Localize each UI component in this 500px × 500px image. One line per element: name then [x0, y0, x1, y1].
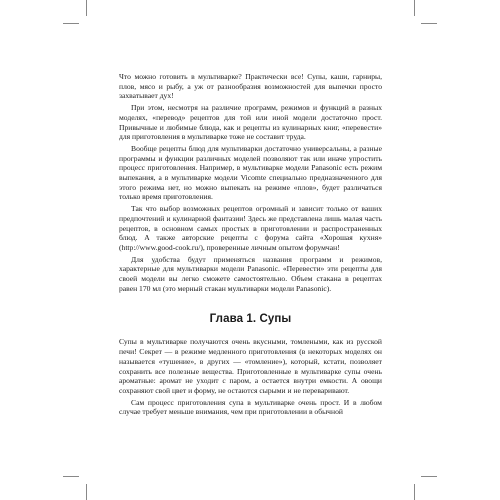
section-gap — [119, 293, 382, 313]
intro-paragraph-5: Для удобства будут применяться названия программ и режимов, характерные для мультиварки модели Panasonic. «Перевести» эти рецепты для своей модели вы легко сможете самостоятельно. Объем стакана в рецептах равен 170 мл (это мерный стакан мультиварки модели Panasonic). — [119, 254, 382, 293]
book-page — [119, 72, 382, 417]
crop-mark-top-right — [414, 0, 415, 16]
chapter-paragraph-1: Супы в мультиварке получаются очень вкусными, томлеными, как из русской печи! Секрет — в режиме медленного приготовления (в некоторых моделях он называется «тушение», в других — «томление»), который, кстати, позволяет сохранить все полезные вещества. Приготовленные в мультиварке супы очень ароматные: аромат не уходит с паром, а остается внутри емкости. А овощи сохраняют свой цвет и форму, не остаются сырыми и не переваривают. — [119, 337, 382, 395]
crop-mark-bottom-left-h — [63, 476, 79, 477]
intro-paragraph-4: Так что выбор возможных рецептов огромный и зависит только от ваших предпочтений и кулинарной фантазии! Здесь же представлена лишь малая часть рецептов, в основном самых простых в приготовлении и распространенных блюд. А также авторские рецепты с форума сайта «Хорошая кухня» (http://www.good-cook.ru/), проверенные личным опытом форумчан! — [119, 204, 382, 252]
intro-paragraph-3: Вообще рецепты блюд для мультиварки достаточно универсальны, а разные программы и функции различных моделей позволяют так или иначе упростить процесс приготовления. Например, в мультиварке модели Panasonic есть режим выпекания, а в мультиварке модели Vicomte специально предназначенного для этого режима нет, но можно выпекать на режиме «плов», будет различаться только время приготовления. — [119, 143, 382, 202]
crop-mark-bottom-left — [86, 484, 87, 500]
crop-mark-bottom-right-h — [421, 476, 437, 477]
crop-mark-top-left-h — [63, 23, 79, 24]
intro-paragraph-1: Что можно готовить в мультиварке? Практически все! Супы, каши, гарниры, плов, мясо и рыбу, а уж от разнообразия возможностей для выпечки просто захватывает дух! — [119, 72, 382, 101]
intro-paragraph-2: При этом, несмотря на различие программ, режимов и функций в разных моделях, «перевод» рецептов для той или иной модели достаточно прост. Привычные и любимые блюда, как и рецепты из кулинарных книг, «перевести» для приготовления в мультиварке тоже не составит труда. — [119, 103, 382, 142]
crop-mark-top-right-h — [421, 23, 437, 24]
crop-mark-bottom-right — [414, 484, 415, 500]
crop-mark-top-left — [86, 0, 87, 16]
chapter-title: Глава 1. Супы — [209, 313, 292, 326]
chapter-paragraph-2: Сам процесс приготовления супа в мультиварке очень прост. И в любом случае требует меньше внимания, чем при приготовлении в обычной — [119, 397, 382, 417]
